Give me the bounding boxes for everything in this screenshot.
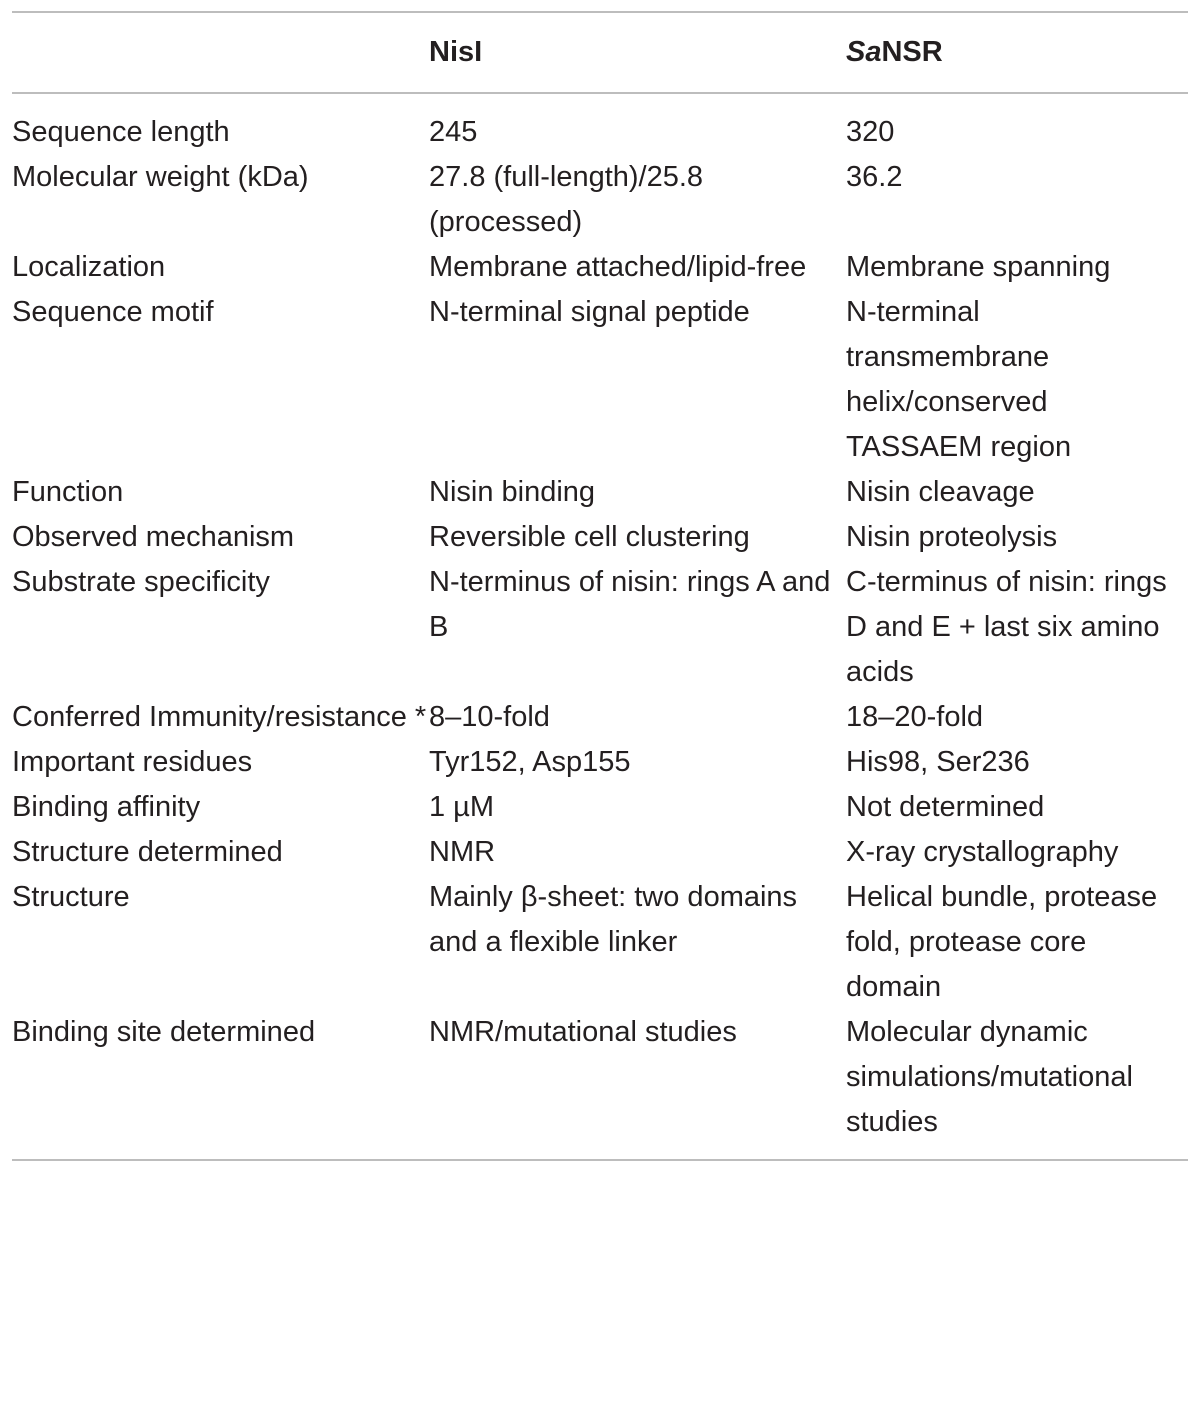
header-sansr-italic: Sa — [846, 36, 882, 68]
row-label: Structure — [12, 881, 130, 913]
sansr-value: Helical bundle, protease fold, protease core domain — [846, 881, 1158, 1003]
table-row — [12, 695, 1188, 740]
table-row — [12, 155, 1188, 245]
bottom-rule — [12, 1159, 1188, 1161]
sansr-value: His98, Ser236 — [846, 746, 1030, 778]
table-row — [12, 1010, 1188, 1159]
table-row — [12, 830, 1188, 875]
sansr-value: C-terminus of nisin: rings D and E + last six amino acids — [846, 566, 1167, 688]
sansr-value: Membrane spanning — [846, 251, 1111, 283]
nisi-value: 8–10-fold — [429, 701, 550, 733]
sansr-value: N-terminal transmembrane helix/conserved TASSAEM region — [846, 296, 1072, 463]
table-row — [12, 740, 1188, 785]
sansr-value: Not determined — [846, 791, 1045, 823]
nisi-value: Nisin binding — [429, 476, 596, 508]
row-label: Molecular weight (kDa) — [12, 161, 309, 193]
table-row — [12, 515, 1188, 560]
row-label: Sequence motif — [12, 296, 214, 328]
header-property — [12, 13, 429, 92]
table-row — [12, 290, 1188, 470]
nisi-value: NMR — [429, 836, 496, 868]
nisi-value: 245 — [429, 116, 478, 148]
header-row — [12, 13, 1188, 92]
sansr-value: Nisin proteolysis — [846, 521, 1058, 553]
header-nisi: NisI — [429, 36, 483, 68]
row-label: Function — [12, 476, 124, 508]
comparison-table-container — [12, 11, 1188, 1161]
row-label: Binding affinity — [12, 791, 201, 823]
table-row — [12, 785, 1188, 830]
row-label: Conferred Immunity/resistance * — [12, 701, 427, 733]
row-label: Structure determined — [12, 836, 283, 868]
header-sansr-rest: NSR — [881, 36, 943, 68]
nisi-value: Membrane attached/lipid-free — [429, 251, 807, 283]
sansr-value: Molecular dynamic simulations/mutational studies — [846, 1016, 1133, 1138]
row-label: Substrate specificity — [12, 566, 270, 598]
sansr-value: 320 — [846, 116, 895, 148]
table-row — [12, 875, 1188, 1010]
table-row — [12, 245, 1188, 290]
nisi-value: Mainly β-sheet: two domains and a flexible linker — [429, 881, 798, 958]
nisi-value: 1 µM — [429, 791, 495, 823]
nisi-value: 27.8 (full-length)/25.8 (processed) — [429, 161, 704, 238]
table-body — [12, 94, 1188, 1159]
comparison-table — [12, 13, 1188, 92]
row-label: Binding site determined — [12, 1016, 316, 1048]
header-sansr — [846, 13, 1188, 92]
table-row — [12, 94, 1188, 155]
table-row — [12, 470, 1188, 515]
nisi-value: Reversible cell clustering — [429, 521, 750, 553]
nisi-value: Tyr152, Asp155 — [429, 746, 631, 778]
comparison-table-body — [12, 94, 1188, 1159]
table-row — [12, 560, 1188, 695]
row-label: Observed mechanism — [12, 521, 295, 553]
sansr-value: X-ray crystallography — [846, 836, 1119, 868]
row-label: Localization — [12, 251, 166, 283]
nisi-value: NMR/mutational studies — [429, 1016, 737, 1048]
sansr-value: 18–20-fold — [846, 701, 984, 733]
nisi-value: N-terminal signal peptide — [429, 296, 750, 328]
sansr-value: Nisin cleavage — [846, 476, 1035, 508]
row-label: Sequence length — [12, 116, 230, 148]
table-header — [12, 13, 1188, 92]
sansr-value: 36.2 — [846, 161, 903, 193]
nisi-value: N-terminus of nisin: rings A and B — [429, 566, 831, 643]
row-label: Important residues — [12, 746, 253, 778]
